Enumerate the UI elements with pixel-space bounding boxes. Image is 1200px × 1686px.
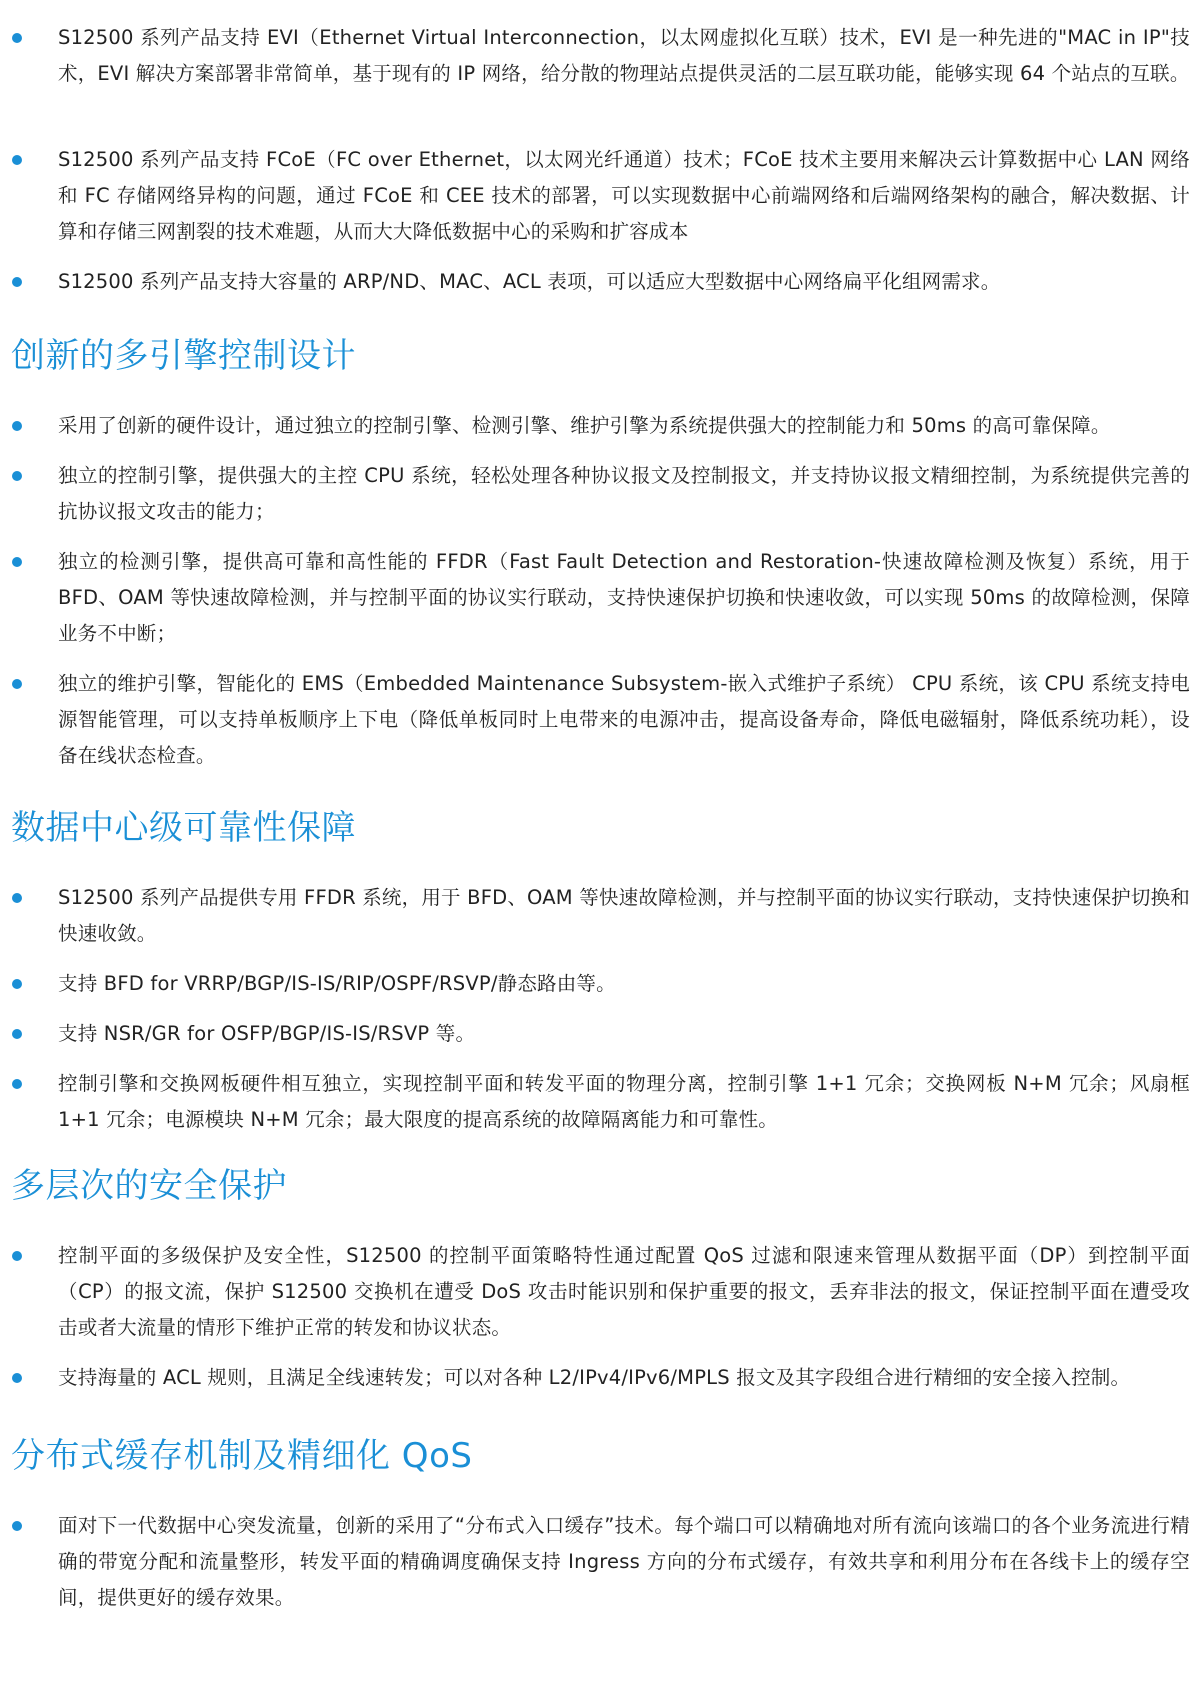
bullet-icon	[12, 33, 22, 43]
intro-section	[0, 20, 1200, 300]
list-item-text: 支持海量的 ACL 规则，且满足全线速转发；可以对各种 L2/IPv4/IPv6/MPLS 报文及其字段组合进行精细的安全接入控制。	[58, 1366, 1131, 1389]
list-item	[0, 20, 1200, 130]
list-item-text: S12500 系列产品支持大容量的 ARP/ND、MAC、ACL 表项，可以适应大型数据中心网络扁平化组网需求。	[58, 270, 1001, 293]
section-multi-engine	[0, 334, 1200, 774]
section-heading: 创新的多引擎控制设计	[11, 336, 356, 376]
list-item-text: 独立的维护引擎，智能化的 EMS（Embedded Maintenance Subsystem-嵌入式维护子系统） CPU 系统，该 CPU 系统支持电源智能管理，可以支持单板顺序上下电（降低单板同时上电带来的电源冲击，提高设备寿命，降低电磁辐射，降低系统功耗），设备在线状态检查。	[58, 672, 1190, 767]
list-item-text: 支持 BFD for VRRP/BGP/IS-IS/RIP/OSPF/RSVP/静态路由等。	[58, 972, 616, 995]
list-item	[0, 1066, 1200, 1138]
list-item-text: S12500 系列产品提供专用 FFDR 系统，用于 BFD、OAM 等快速故障检测，并与控制平面的协议实行联动，支持快速保护切换和快速收敛。	[58, 886, 1190, 945]
list-item	[0, 880, 1200, 952]
list-item	[0, 1508, 1200, 1616]
list-item	[0, 458, 1200, 530]
bullet-icon	[12, 979, 22, 989]
bullet-icon	[12, 155, 22, 165]
list-item	[0, 264, 1200, 300]
list-item-text: 支持 NSR/GR for OSFP/BGP/IS-IS/RSVP 等。	[58, 1022, 476, 1045]
bullet-icon	[12, 277, 22, 287]
section-qos	[0, 1434, 1200, 1616]
bullet-icon	[12, 1079, 22, 1089]
list-item-text: 面对下一代数据中心突发流量，创新的采用了“分布式入口缓存”技术。每个端口可以精确地对所有流向该端口的各个业务流进行精确的带宽分配和流量整形，转发平面的精确调度确保支持 Ingress 方向的分布式缓存，有效共享和利用分布在各线卡上的缓存空间，提供更好的缓存效果。	[58, 1514, 1190, 1609]
list-item	[0, 544, 1200, 652]
list-item-text: 控制引擎和交换网板硬件相互独立，实现控制平面和转发平面的物理分离，控制引擎 1+1 冗余；交换网板 N+M 冗余；风扇框 1+1 冗余；电源模块 N+M 冗余；最大限度的提高系统的故障隔离能力和可靠性。	[58, 1072, 1190, 1131]
section-heading: 分布式缓存机制及精细化 QoS	[11, 1436, 473, 1476]
bullet-icon	[12, 1373, 22, 1383]
list-item-text: 独立的控制引擎，提供强大的主控 CPU 系统，轻松处理各种协议报文及控制报文，并支持协议报文精细控制，为系统提供完善的抗协议报文攻击的能力；	[58, 464, 1190, 523]
bullet-icon	[12, 679, 22, 689]
section-reliability	[0, 806, 1200, 1138]
bullet-icon	[12, 1521, 22, 1531]
list-item	[0, 966, 1200, 1002]
list-item-text: 采用了创新的硬件设计，通过独立的控制引擎、检测引擎、维护引擎为系统提供强大的控制能力和 50ms 的高可靠保障。	[58, 414, 1111, 437]
list-item-text: 独立的检测引擎，提供高可靠和高性能的 FFDR（Fast Fault Detection and Restoration-快速故障检测及恢复）系统，用于 BFD、OAM 等快速故障检测，并与控制平面的协议实行联动，支持快速保护切换和快速收敛，可以实现 50ms 的故障检测，保障业务不中断；	[58, 550, 1190, 645]
bullet-icon	[12, 557, 22, 567]
list-item-text: S12500 系列产品支持 EVI（Ethernet Virtual Interconnection，以太网虚拟化互联）技术，EVI 是一种先进的"MAC in IP"技术，EVI 解决方案部署非常简单，基于现有的 IP 网络，给分散的物理站点提供灵活的二层互联功能，能够实现 64 个站点的互联。	[58, 26, 1190, 85]
bullet-icon	[12, 1029, 22, 1039]
section-heading: 多层次的安全保护	[11, 1166, 287, 1206]
bullet-icon	[12, 471, 22, 481]
section-heading: 数据中心级可靠性保障	[11, 808, 356, 848]
bullet-icon	[12, 893, 22, 903]
list-item-text: S12500 系列产品支持 FCoE（FC over Ethernet，以太网光纤通道）技术；FCoE 技术主要用来解决云计算数据中心 LAN 网络和 FC 存储网络异构的问题，通过 FCoE 和 CEE 技术的部署，可以实现数据中心前端网络和后端网络架构的融合，解决数据、计算和存储三网割裂的技术难题，从而大大降低数据中心的采购和扩容成本	[58, 148, 1190, 243]
list-item	[0, 1016, 1200, 1052]
bullet-icon	[12, 421, 22, 431]
list-item	[0, 1360, 1200, 1396]
bullet-icon	[12, 1251, 22, 1261]
list-item	[0, 142, 1200, 264]
list-item	[0, 1238, 1200, 1346]
section-security	[0, 1164, 1200, 1396]
list-item	[0, 666, 1200, 774]
list-item-text: 控制平面的多级保护及安全性，S12500 的控制平面策略特性通过配置 QoS 过滤和限速来管理从数据平面（DP）到控制平面（CP）的报文流，保护 S12500 交换机在遭受 DoS 攻击时能识别和保护重要的报文，丢弃非法的报文，保证控制平面在遭受攻击或者大流量的情形下维护正常的转发和协议状态。	[58, 1244, 1190, 1339]
list-item	[0, 408, 1200, 444]
